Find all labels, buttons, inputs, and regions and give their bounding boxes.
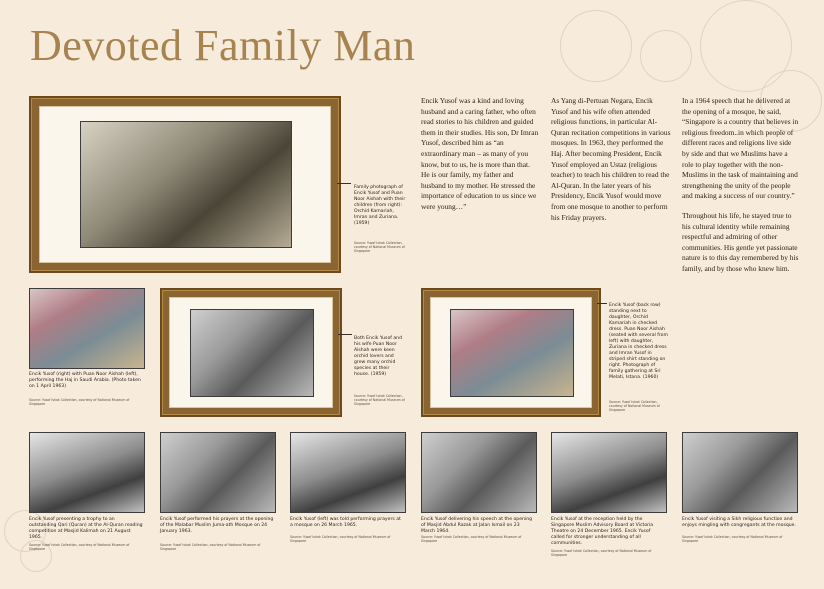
family-gathering-source: Source: Yusof Ishak Collection, courtesy of National Museum of Singapore: [609, 400, 660, 412]
bottom-caption-3: Encik Yusof (left) was told performing prayers at a mosque on 26 March 1965.: [290, 517, 401, 528]
bottom-caption-2: Encik Yusof performed his prayers at the opening of the Malabar Muslim Juma-ath Mosque on 24 January 1963.: [160, 517, 274, 534]
bottom-photo-3: [290, 432, 406, 513]
bottom-source-4: Source: Yusof Ishak Collection, courtesy of National Museum of Singapore: [421, 535, 522, 543]
page-title: Devoted Family Man: [30, 21, 416, 70]
bottom-source-2: Source: Yusof Ishak Collection, courtesy of National Museum of Singapore: [160, 543, 261, 551]
bottom-photo-2: [160, 432, 276, 513]
family-photo-frame: [29, 96, 341, 273]
bottom-photo-5: [551, 432, 667, 513]
family-gathering-mat: [430, 297, 592, 408]
bottom-caption-5: Encik Yusof at the reception held by the Singapore Muslim Advisory Board at Victoria Theatre on 24 December 1965. Encik Yusof called for stronger understanding of all communities.: [551, 517, 654, 546]
bottom-source-5: Source: Yusof Ishak Collection, courtesy of National Museum of Singapore: [551, 549, 652, 557]
haj-source: Source: Yusof Ishak Collection, courtesy of National Museum of Singapore: [29, 398, 130, 406]
family-gathering-frame: [421, 288, 601, 417]
bottom-source-6: Source: Yusof Ishak Collection, courtesy of National Museum of Singapore: [682, 535, 783, 543]
floral-decoration: [560, 10, 632, 82]
bottom-photo-6: [682, 432, 798, 513]
family-gathering-caption: Encik Yusof (back row) standing next to daughter, Orchid Kamariah in checked dress. Puan Noor Aishah (seated with several from left) with daughter, Zuriana in checked dress and Imran Yusof in striped shirt standing on right. Photograph of family gathering at Sri Melati, Istana. (1960): [609, 303, 668, 380]
orchid-photo-mat: [169, 297, 333, 408]
orchid-photo-frame: [160, 288, 342, 417]
orchid-caption: Both Encik Yusof and his wife Puan Noor Aishah were keen orchid lovers and grew many orchid species at their house. (1959): [354, 336, 402, 377]
bottom-caption-4: Encik Yusof delivering his speech at the opening of Masjid Abdul Razak at Jalan Ismail on 23 March 1964.: [421, 517, 533, 534]
haj-photo: [29, 288, 145, 369]
paragraph-religion: As Yang di-Pertuan Negara, Encik Yusof and his wife often attended religious functions, in particular Al-Quran recitation competitions in various mosques. In 1963, they performed the Haj. After becoming President, Encik Yusof employed an Ustaz (religious teacher) to teach his children to read the Al-Quran. In the later years of his Presidency, Encik Yusof would move from one mosque to another to perform his Friday prayers.: [551, 96, 671, 222]
bottom-caption-6: Encik Yusof visiting a Sikh religious function and enjoys mingling with congregants at the mosque.: [682, 517, 796, 528]
orchid-photo: [190, 309, 314, 397]
paragraph-legacy: Throughout his life, he stayed true to his cultural identity while remaining respectful and admiring of other communities. His gentle yet passionate nature is to this day remembered by his family, and by those who knew him.: [682, 210, 799, 273]
family-photo: [80, 121, 292, 248]
family-source: Source: Yusof Ishak Collection, courtesy of National Museum of Singapore: [354, 241, 405, 253]
family-caption: Family photograph of Encik Yusof and Puan Noor Aishah with their children (from right): Orchid Kamariah, Imran and Zuriana. (1959): [354, 185, 406, 226]
bottom-photo-4: [421, 432, 537, 513]
bottom-source-3: Source: Yusof Ishak Collection, courtesy of National Museum of Singapore: [290, 535, 391, 543]
paragraph-family: Encik Yusof was a kind and loving husband and a caring father, who often read stories to his children and guided them in their studies. His son, Dr Imran Yusof, described him as “an extraordinary man – as many of you know, but to us, he is more than that. He is our family, my father and husband to my mother. He stressed the importance of education to us since we were young…”: [421, 96, 539, 211]
bottom-caption-1: Encik Yusof presenting a trophy to an outstanding Qari (Quran) at the Al-Quran reading competition at Masjid Kalimah on 21 August 1965.: [29, 517, 143, 540]
caption-connector: [338, 334, 352, 335]
orchid-source: Source: Yusof Ishak Collection, courtesy of National Museum of Singapore: [354, 394, 405, 406]
paragraph-speech: In a 1964 speech that he delivered at the opening of a mosque, he said, “Singapore is a country that believes in religious freedom..in which people of different races and religions live side by side and that we Muslims have a role to play together with the non-Muslims in the task of maintaining and strengthening the unity of the people and making a success of our country.”: [682, 96, 799, 201]
bottom-photo-1: [29, 432, 145, 513]
family-photo-mat: [39, 106, 331, 263]
text-column-1: [421, 96, 539, 222]
haj-caption: Encik Yusof (right) with Puan Noor Aishah (left), performing the Haj in Saudi Arabia. (Photo taken on 1 April 1963): [29, 372, 141, 389]
text-column-2: [551, 96, 671, 232]
bottom-source-1: Source: Yusof Ishak Collection, courtesy of National Museum of Singapore: [29, 543, 130, 551]
caption-connector: [597, 303, 607, 304]
text-column-3: [682, 96, 800, 284]
caption-connector: [337, 183, 351, 184]
family-gathering-photo: [450, 309, 574, 397]
floral-decoration: [640, 30, 692, 82]
